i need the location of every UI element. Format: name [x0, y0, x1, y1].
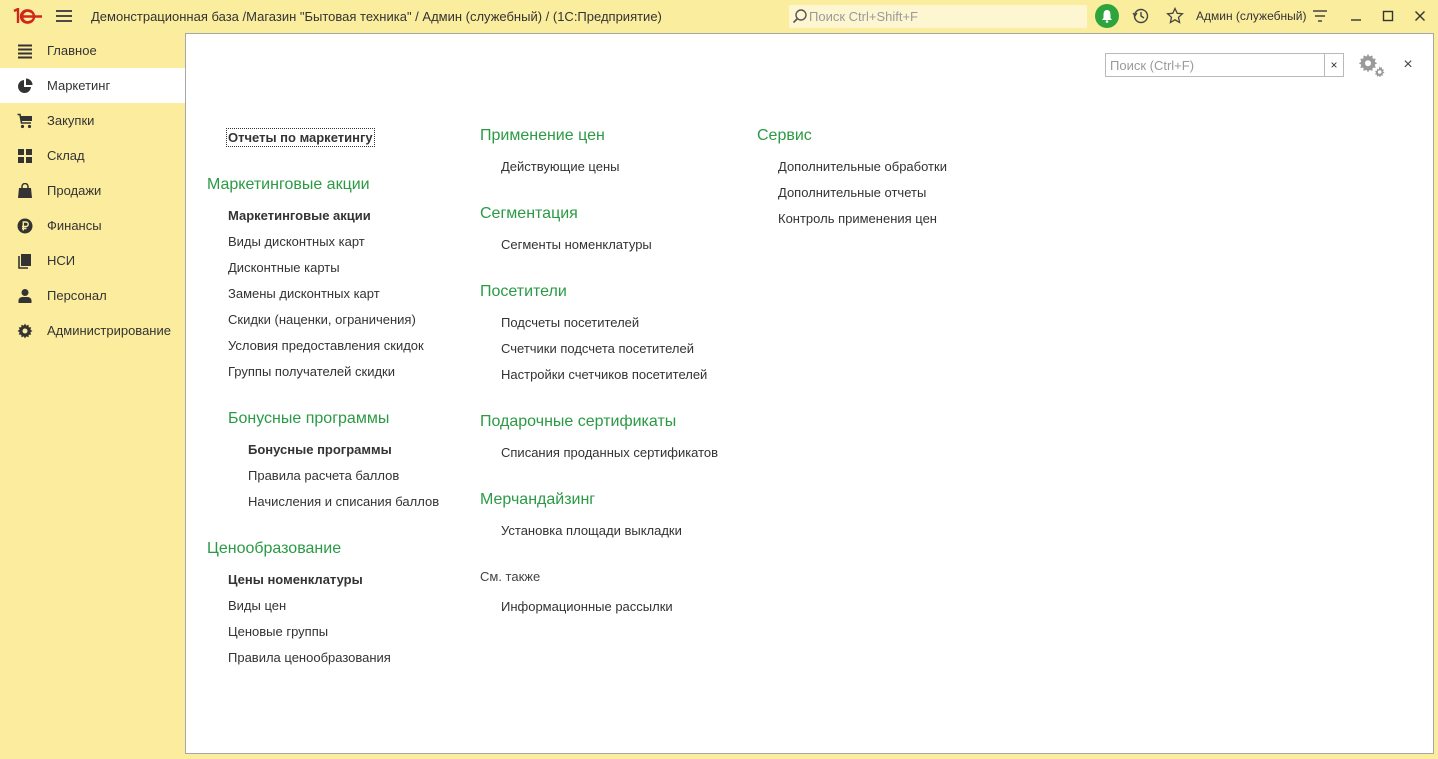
- bag-icon: [17, 183, 33, 199]
- link-price-groups[interactable]: Ценовые группы: [228, 624, 329, 639]
- close-window-icon[interactable]: [1409, 5, 1431, 27]
- panel-search-input[interactable]: [1106, 54, 1324, 76]
- merchandising-title: Мерчандайзинг: [480, 491, 596, 508]
- link-display-area[interactable]: Установка площади выкладки: [501, 523, 682, 538]
- link-price-types[interactable]: Виды цен: [228, 598, 287, 613]
- service-title: Сервис: [757, 127, 812, 144]
- gear-icon: [17, 323, 33, 339]
- marketing-campaigns-title: Маркетинговые акции: [207, 176, 370, 193]
- link-discount-recipient-groups[interactable]: Группы получателей скидки: [228, 364, 395, 379]
- price-application-title: Применение цен: [480, 127, 605, 144]
- link-visitor-counter-settings[interactable]: Настройки счетчиков посетителей: [501, 367, 708, 382]
- ruble-icon: [17, 218, 33, 234]
- link-additional-reports[interactable]: Дополнительные отчеты: [778, 185, 927, 200]
- sidebar-item-label: Маркетинг: [47, 78, 111, 93]
- link-additional-processing[interactable]: Дополнительные обработки: [778, 159, 947, 174]
- link-current-prices[interactable]: Действующие цены: [501, 159, 620, 174]
- book-icon: [17, 253, 33, 269]
- sidebar-item-label: Закупки: [47, 113, 95, 128]
- link-discount-cards[interactable]: Дисконтные карты: [228, 260, 340, 275]
- link-discount-card-replacements[interactable]: Замены дисконтных карт: [228, 286, 380, 301]
- sidebar-item-marketing[interactable]: [0, 68, 185, 103]
- grid-icon: [17, 148, 33, 164]
- link-bonus-programs[interactable]: Бонусные программы: [248, 442, 392, 457]
- pie-chart-icon: [17, 78, 33, 94]
- app-title: Демонстрационная база /Магазин "Бытовая техника" / Админ (служебный) / (1С:Предприятие): [91, 9, 662, 24]
- favorites-star-icon[interactable]: [1164, 5, 1186, 27]
- sidebar-item-nsi[interactable]: [0, 243, 185, 278]
- see-also-label: См. также: [480, 569, 541, 584]
- global-search[interactable]: [789, 5, 1087, 28]
- bonus-programs-title: Бонусные программы: [228, 410, 390, 427]
- sidebar-item-label: Главное: [47, 43, 97, 58]
- sidebar-item-label: НСИ: [47, 253, 76, 268]
- segmentation-title: Сегментация: [480, 205, 578, 222]
- sidebar-item-label: Склад: [47, 148, 85, 163]
- sidebar-item-label: Персонал: [47, 288, 107, 303]
- close-panel-button[interactable]: ×: [1403, 56, 1413, 73]
- visitors-title: Посетители: [480, 283, 567, 300]
- sidebar-item-main[interactable]: [0, 33, 185, 68]
- link-marketing-campaigns[interactable]: Маркетинговые акции: [228, 208, 371, 223]
- panel-settings-gear-icon[interactable]: [1358, 53, 1386, 79]
- history-icon[interactable]: [1130, 5, 1152, 27]
- sidebar-item-label: Администрирование: [47, 323, 171, 338]
- minimize-icon[interactable]: [1345, 5, 1367, 27]
- global-search-input[interactable]: [809, 5, 1079, 28]
- link-certificate-writeoffs[interactable]: Списания проданных сертификатов: [501, 445, 719, 460]
- marketing-reports-link[interactable]: Отчеты по маркетингу: [228, 130, 373, 145]
- link-points-accruals[interactable]: Начисления и списания баллов: [248, 494, 440, 509]
- link-points-rules[interactable]: Правила расчета баллов: [248, 468, 400, 483]
- sidebar-item-purchases[interactable]: [0, 103, 185, 138]
- link-item-segments[interactable]: Сегменты номенклатуры: [501, 237, 652, 252]
- search-icon: [792, 8, 808, 24]
- link-visitor-counters[interactable]: Счетчики подсчета посетителей: [501, 341, 694, 356]
- person-icon: [17, 288, 33, 304]
- panel-search[interactable]: [1105, 53, 1344, 77]
- current-user[interactable]: Админ (служебный): [1196, 9, 1307, 23]
- link-mailings[interactable]: Информационные рассылки: [501, 599, 673, 614]
- title-bar: [0, 0, 1438, 33]
- link-pricing-rules[interactable]: Правила ценообразования: [228, 650, 391, 665]
- window-settings-icon[interactable]: [1309, 5, 1331, 27]
- link-visitor-counts[interactable]: Подсчеты посетителей: [501, 315, 640, 330]
- cart-icon: [17, 113, 33, 129]
- clear-search-button[interactable]: ×: [1324, 54, 1343, 76]
- link-discounts[interactable]: Скидки (наценки, ограничения): [228, 312, 416, 327]
- gift-certificates-title: Подарочные сертификаты: [480, 413, 677, 430]
- sidebar-item-administration[interactable]: [0, 313, 185, 348]
- link-discount-conditions[interactable]: Условия предоставления скидок: [228, 338, 424, 353]
- sidebar-item-warehouse[interactable]: [0, 138, 185, 173]
- list-icon: [17, 43, 33, 59]
- sidebar-item-sales[interactable]: [0, 173, 185, 208]
- sidebar-item-personnel[interactable]: [0, 278, 185, 313]
- link-item-prices[interactable]: Цены номенклатуры: [228, 572, 363, 587]
- link-price-control[interactable]: Контроль применения цен: [778, 211, 937, 226]
- section-panel: [185, 33, 1434, 754]
- sidebar-item-label: Финансы: [47, 218, 102, 233]
- app-logo: [12, 8, 44, 25]
- link-discount-card-types[interactable]: Виды дисконтных карт: [228, 234, 365, 249]
- sidebar-item-label: Продажи: [47, 183, 102, 198]
- sidebar-item-finance[interactable]: [0, 208, 185, 243]
- main-menu-icon[interactable]: [56, 10, 72, 24]
- notifications-bell-icon[interactable]: [1095, 4, 1119, 28]
- maximize-icon[interactable]: [1377, 5, 1399, 27]
- pricing-title: Ценообразование: [207, 540, 342, 557]
- sections-sidebar: [0, 33, 185, 759]
